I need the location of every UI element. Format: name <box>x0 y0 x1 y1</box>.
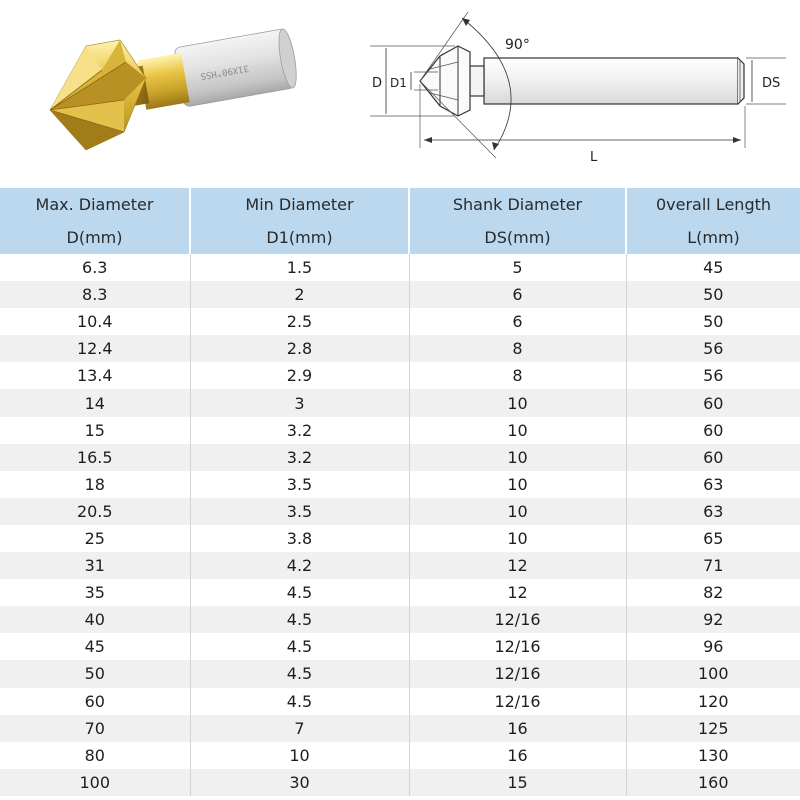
cell-min-diameter: 3.5 <box>190 471 409 498</box>
cell-overall-length: 50 <box>626 308 800 335</box>
cell-shank-diameter: 15 <box>409 769 626 796</box>
d-label: D <box>372 76 383 91</box>
cell-max-diameter: 18 <box>0 471 190 498</box>
cell-max-diameter: 70 <box>0 715 190 742</box>
cell-overall-length: 100 <box>626 660 800 687</box>
table-row <box>0 498 800 525</box>
cell-overall-length: 92 <box>626 606 800 633</box>
cell-shank-diameter: 10 <box>409 471 626 498</box>
cell-max-diameter: 6.3 <box>0 254 190 281</box>
cell-max-diameter: 16.5 <box>0 444 190 471</box>
cell-shank-diameter: 6 <box>409 281 626 308</box>
table-row <box>0 525 800 552</box>
spec-table-header <box>0 188 800 254</box>
table-row <box>0 417 800 444</box>
cell-shank-diameter: 5 <box>409 254 626 281</box>
spec-table <box>0 188 800 796</box>
table-row <box>0 660 800 687</box>
cell-overall-length: 50 <box>626 281 800 308</box>
table-row <box>0 254 800 281</box>
header-row <box>0 188 800 254</box>
cell-max-diameter: 50 <box>0 660 190 687</box>
cell-overall-length: 63 <box>626 498 800 525</box>
cell-min-diameter: 3.8 <box>190 525 409 552</box>
cell-shank-diameter: 6 <box>409 308 626 335</box>
cell-overall-length: 60 <box>626 444 800 471</box>
cell-shank-diameter: 10 <box>409 498 626 525</box>
cell-min-diameter: 7 <box>190 715 409 742</box>
cell-max-diameter: 10.4 <box>0 308 190 335</box>
cell-min-diameter: 2.8 <box>190 335 409 362</box>
cell-min-diameter: 3.5 <box>190 498 409 525</box>
table-row <box>0 769 800 796</box>
cell-shank-diameter: 8 <box>409 335 626 362</box>
cell-max-diameter: 20.5 <box>0 498 190 525</box>
cell-min-diameter: 1.5 <box>190 254 409 281</box>
cell-shank-diameter: 12 <box>409 552 626 579</box>
cell-max-diameter: 40 <box>0 606 190 633</box>
header-max-diameter: Max. Diameter D(mm) <box>0 188 190 254</box>
cell-shank-diameter: 12/16 <box>409 688 626 715</box>
table-row <box>0 335 800 362</box>
cell-overall-length: 160 <box>626 769 800 796</box>
cell-max-diameter: 25 <box>0 525 190 552</box>
cell-shank-diameter: 16 <box>409 715 626 742</box>
l-label: L <box>590 150 598 165</box>
cell-max-diameter: 100 <box>0 769 190 796</box>
cell-max-diameter: 15 <box>0 417 190 444</box>
cell-max-diameter: 60 <box>0 688 190 715</box>
cell-max-diameter: 8.3 <box>0 281 190 308</box>
table-row <box>0 579 800 606</box>
cell-shank-diameter: 8 <box>409 362 626 389</box>
d1-label: D1 <box>390 76 407 90</box>
cell-min-diameter: 4.5 <box>190 688 409 715</box>
technical-drawing <box>370 12 786 158</box>
cell-shank-diameter: 10 <box>409 417 626 444</box>
table-row <box>0 389 800 416</box>
table-row <box>0 633 800 660</box>
cell-min-diameter: 4.2 <box>190 552 409 579</box>
cell-min-diameter: 2 <box>190 281 409 308</box>
cell-overall-length: 45 <box>626 254 800 281</box>
cell-max-diameter: 35 <box>0 579 190 606</box>
cell-min-diameter: 3.2 <box>190 444 409 471</box>
cell-min-diameter: 10 <box>190 742 409 769</box>
cell-shank-diameter: 16 <box>409 742 626 769</box>
header-overall-length: 0verall Length L(mm) <box>626 188 800 254</box>
cell-overall-length: 71 <box>626 552 800 579</box>
cell-overall-length: 56 <box>626 362 800 389</box>
cell-overall-length: 60 <box>626 417 800 444</box>
table-row <box>0 471 800 498</box>
cell-shank-diameter: 10 <box>409 444 626 471</box>
cell-min-diameter: 3 <box>190 389 409 416</box>
cell-shank-diameter: 10 <box>409 525 626 552</box>
ds-label: DS <box>762 76 781 91</box>
cell-max-diameter: 31 <box>0 552 190 579</box>
table-row <box>0 362 800 389</box>
product-drawing <box>0 0 800 188</box>
shank-marking: 31X90°HSS <box>199 62 250 81</box>
header-min-diameter: Min Diameter D1(mm) <box>190 188 409 254</box>
cell-max-diameter: 45 <box>0 633 190 660</box>
table-row <box>0 444 800 471</box>
cell-shank-diameter: 12/16 <box>409 633 626 660</box>
countersink-bit-photo <box>50 28 300 150</box>
table-row <box>0 552 800 579</box>
table-row <box>0 742 800 769</box>
cell-min-diameter: 3.2 <box>190 417 409 444</box>
cell-overall-length: 56 <box>626 335 800 362</box>
table-row <box>0 606 800 633</box>
spec-table-body <box>0 254 800 796</box>
cell-overall-length: 125 <box>626 715 800 742</box>
cell-shank-diameter: 10 <box>409 389 626 416</box>
cell-overall-length: 120 <box>626 688 800 715</box>
cell-overall-length: 63 <box>626 471 800 498</box>
cell-max-diameter: 14 <box>0 389 190 416</box>
cell-overall-length: 82 <box>626 579 800 606</box>
cell-shank-diameter: 12/16 <box>409 606 626 633</box>
cell-min-diameter: 4.5 <box>190 633 409 660</box>
cell-max-diameter: 12.4 <box>0 335 190 362</box>
table-row <box>0 688 800 715</box>
table-row <box>0 715 800 742</box>
angle-label: 90° <box>505 37 530 53</box>
cell-max-diameter: 13.4 <box>0 362 190 389</box>
cell-min-diameter: 2.5 <box>190 308 409 335</box>
cell-min-diameter: 4.5 <box>190 660 409 687</box>
cell-overall-length: 60 <box>626 389 800 416</box>
cell-max-diameter: 80 <box>0 742 190 769</box>
cell-shank-diameter: 12 <box>409 579 626 606</box>
cell-overall-length: 130 <box>626 742 800 769</box>
cell-min-diameter: 2.9 <box>190 362 409 389</box>
header-shank-diameter: Shank Diameter DS(mm) <box>409 188 626 254</box>
cell-min-diameter: 30 <box>190 769 409 796</box>
cell-min-diameter: 4.5 <box>190 579 409 606</box>
cell-overall-length: 96 <box>626 633 800 660</box>
cell-shank-diameter: 12/16 <box>409 660 626 687</box>
product-illustration-area <box>0 0 800 188</box>
table-row <box>0 281 800 308</box>
cell-overall-length: 65 <box>626 525 800 552</box>
cell-min-diameter: 4.5 <box>190 606 409 633</box>
table-row <box>0 308 800 335</box>
